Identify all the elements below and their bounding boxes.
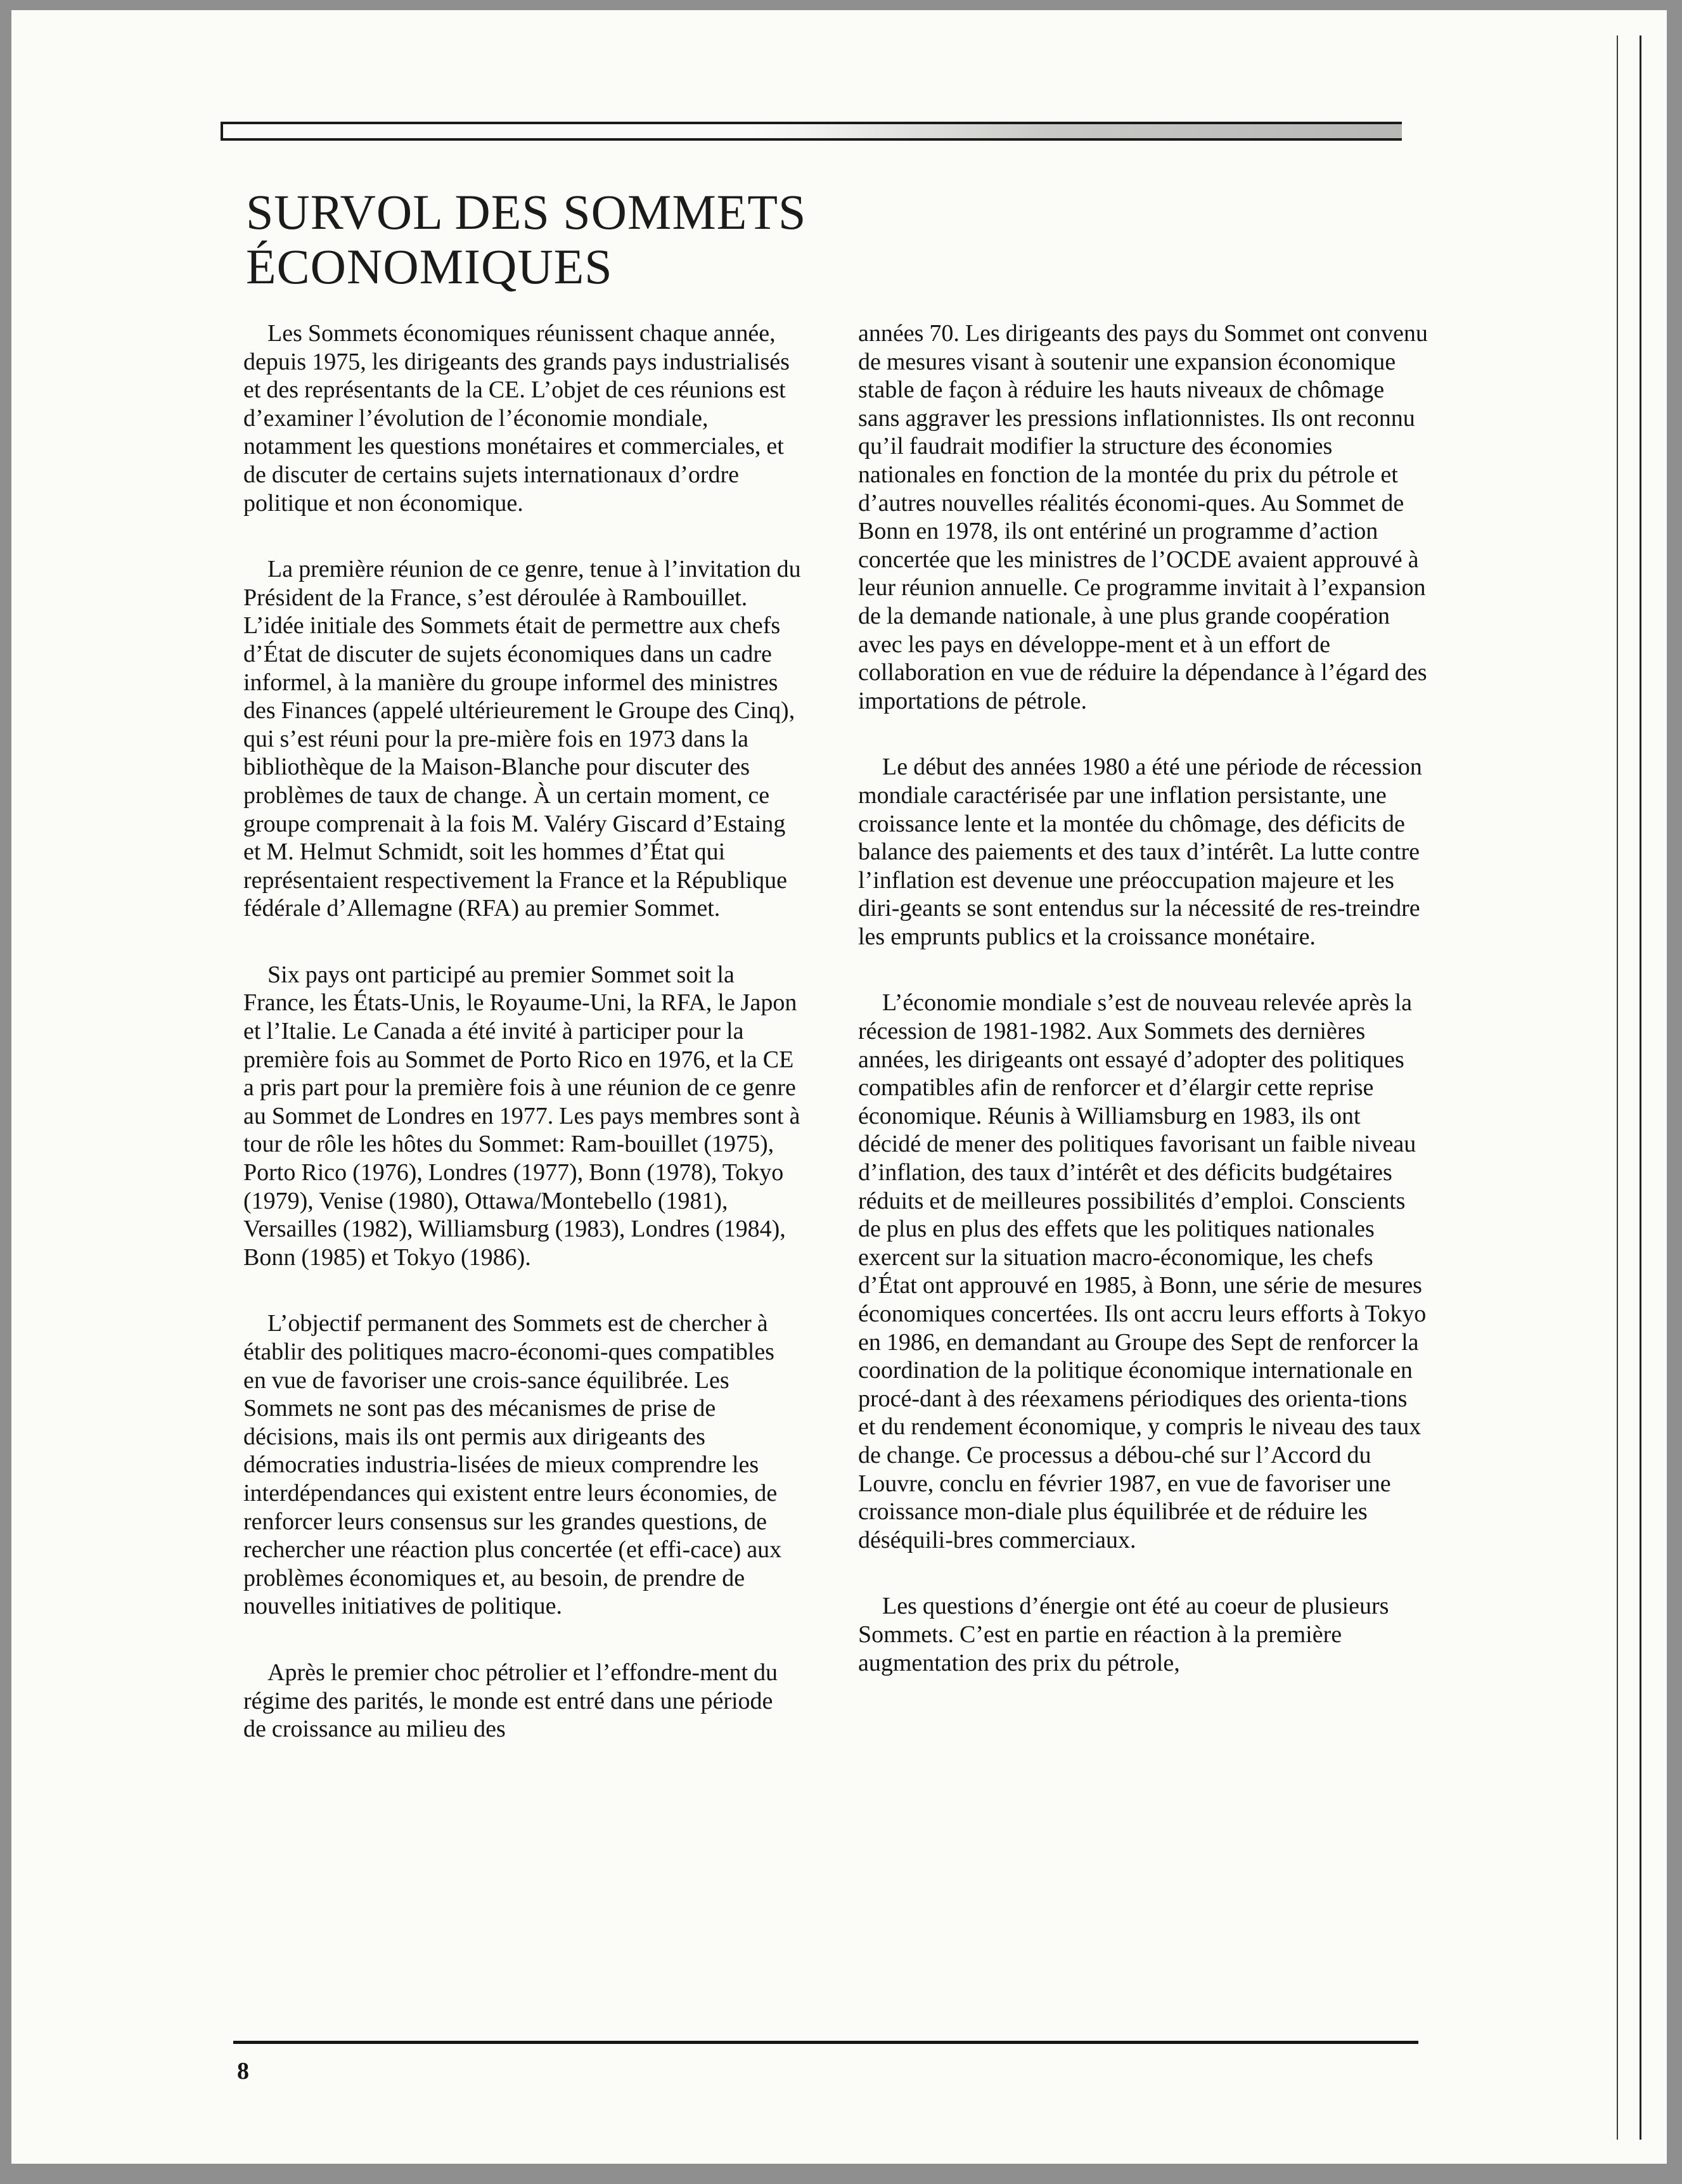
page-edge-rule xyxy=(1617,35,1641,2140)
page-number: 8 xyxy=(237,2058,249,2084)
footer-rule xyxy=(233,2041,1418,2044)
paragraph: L’objectif permanent des Sommets est de chercher à établir des politiques macro-économi-ques compatibles en vue de favoriser une crois-sance équilibrée. Les Sommets ne sont pas des mécanismes de prise de décisions, mais ils ont permis aux dirigeants des démocraties industria-lisées de mieux comprendre les interdépendances qui existent entre leurs économies, de renforcer leurs consensus sur les grandes questions, de rechercher une réaction plus concertée (et effi-cace) aux problèmes économiques et, au besoin, de prendre de nouvelles initiatives de politique. xyxy=(243,1310,782,1620)
paragraph: La première réunion de ce genre, tenue à l’invitation du Président de la France, s’est déroulée à Rambouillet. L’idée initiale des Sommets était de permettre aux chefs d’État de discuter de sujets économiques dans un cadre informel, à la manière du groupe informel des ministres des Finances (appelé ultérieurement le Groupe des Cinq), qui s’est réuni pour la pre-mière fois en 1973 dans la bibliothèque de la Maison-Blanche pour discuter des problèmes de taux de change. À un certain moment, ce groupe comprenait à la fois M. Valéry Giscard d’Estaing et M. Helmut Schmidt, soit les hommes d’État qui représentaient respectivement la France et la République fédérale d’Allemagne (RFA) au premier Sommet. xyxy=(243,556,801,922)
left-column xyxy=(243,319,801,1782)
paragraph: Six pays ont participé au premier Sommet soit la France, les États-Unis, le Royaume-Uni, la RFA, le Japon et l’Italie. Le Canada a été invité à participer pour la première fois au Sommet de Porto Rico en 1976, et la CE a pris part pour la première fois à une réunion de ce genre au Sommet de Londres en 1977. Les pays membres sont à tour de rôle les hôtes du Sommet: Ram-bouillet (1975), Porto Rico (1976), Londres (1977), Bonn (1978), Tokyo (1979), Venise (1980), Ottawa/Montebello (1981), Versailles (1982), Williamsburg (1983), Londres (1984), Bonn (1985) et Tokyo (1986). xyxy=(243,961,800,1271)
paragraph: Après le premier choc pétrolier et l’effondre-ment du régime des parités, le monde est entré dans une période de croissance au milieu des xyxy=(243,1659,778,1743)
header-rule xyxy=(221,122,1402,141)
document-page xyxy=(11,10,1667,2164)
paragraph: L’économie mondiale s’est de nouveau relevée après la récession de 1981-1982. Aux Sommets des dernières années, les dirigeants ont essayé d’adopter des politiques compatibles afin de renforcer et d’élargir cette reprise économique. Réunis à Williamsburg en 1983, ils ont décidé de mener des politiques favorisant un faible niveau d’inflation, des taux d’intérêt et des déficits budgétaires réduits et de meilleures possibilités d’emploi. Conscients de plus en plus des effets que les politiques nationales exercent sur la situation macro-économique, les chefs d’État ont approuvé en 1985, à Bonn, une série de mesures économiques concertées. Ils ont accru leurs efforts à Tokyo en 1986, en demandant au Groupe des Sept de renforcer la coordination de la politique économique internationale en procé-dant à des réexamens périodiques des orienta-tions et du rendement économique, y compris le niveau des taux de change. Ce processus a débou-ché sur l’Accord du Louvre, conclu en février 1987, en vue de favoriser une croissance mon-diale plus équilibrée et de réduire les déséquili-bres commerciaux. xyxy=(858,989,1427,1553)
paragraph: Les questions d’énergie ont été au coeur de plusieurs Sommets. C’est en partie en réaction à la première augmentation des prix du pétrole, xyxy=(858,1593,1389,1676)
right-column xyxy=(858,319,1428,1715)
paragraph: années 70. Les dirigeants des pays du Sommet ont convenu de mesures visant à soutenir une expansion économique stable de façon à réduire les hauts niveaux de chômage sans aggraver les pressions inflationnistes. Ils ont reconnu qu’il faudrait modifier la structure des économies nationales en fonction de la montée du prix du pétrole et d’autres nouvelles réalités économi-ques. Au Sommet de Bonn en 1978, ils ont entériné un programme d’action concertée que les ministres de l’OCDE avaient approuvé à leur réunion annuelle. Ce programme invitait à l’expansion de la demande nationale, à une plus grande coopération avec les pays en développe-ment et à un effort de collaboration en vue de réduire la dépendance à l’égard des importations de pétrole. xyxy=(858,320,1428,714)
page-title-line-1: SURVOL DES SOMMETS xyxy=(246,184,807,240)
page-title-line-2: ÉCONOMIQUES xyxy=(246,239,613,294)
page-title xyxy=(246,185,1133,294)
paragraph: Le début des années 1980 a été une période de récession mondiale caractérisée par une inflation persistante, une croissance lente et la montée du chômage, des déficits de balance des paiements et des taux d’intérêt. La lutte contre l’inflation est devenue une préoccupation majeure et les diri-geants se sont entendus sur la nécessité de res-treindre les emprunts publics et la croissance monétaire. xyxy=(858,754,1422,950)
paragraph: Les Sommets économiques réunissent chaque année, depuis 1975, les dirigeants des grands pays industrialisés et des représentants de la CE. L’objet de ces réunions est d’examiner l’évolution de l’économie mondiale, notamment les questions monétaires et commerciales, et de discuter de certains sujets internationaux d’ordre politique et non économique. xyxy=(243,320,790,517)
